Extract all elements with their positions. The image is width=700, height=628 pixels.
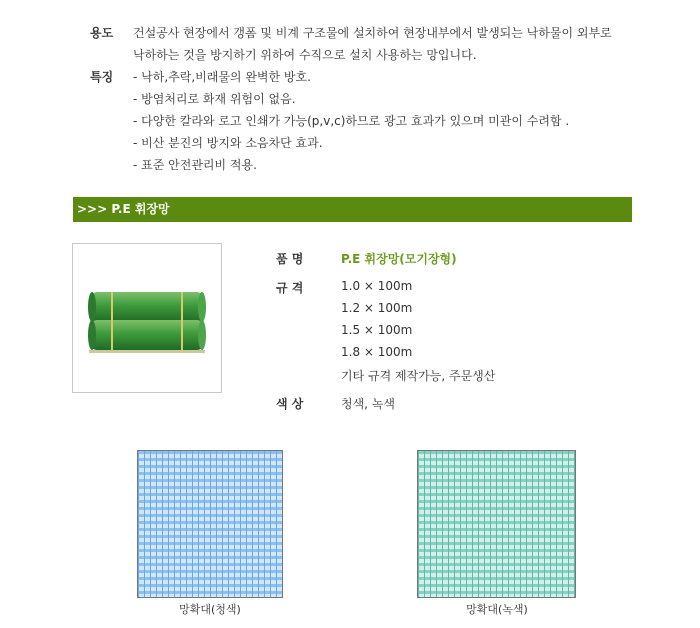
green-mesh-texture <box>418 451 575 597</box>
green-net-swatch <box>417 450 576 598</box>
feature-item: - 비산 분진의 방지와 소음차단 효과. <box>133 136 323 150</box>
spec-value: 1.8 × 100m <box>341 345 413 359</box>
feature-item: - 표준 안전관리비 적용. <box>133 158 257 172</box>
feature-item: - 방염처리로 화재 위험이 없음. <box>133 92 296 106</box>
feature-item: - 낙하,추락,비래물의 완벽한 방호. <box>133 70 311 84</box>
blue-net-swatch <box>137 450 283 598</box>
feature-item: - 다양한 칼라와 로고 인쇄가 가능(p,v,c)하므로 광고 효과가 있으며 미관이 수려함 . <box>133 114 570 128</box>
color-value: 청색, 녹색 <box>341 397 395 411</box>
product-name-value: P.E 휘장망(모기장형) <box>341 252 457 266</box>
blue-mesh-texture <box>138 451 282 597</box>
net-rolls-illustration <box>73 244 221 392</box>
product-name-label: 품 명 <box>276 252 304 266</box>
spec-value: 1.0 × 100m <box>341 279 413 293</box>
section-title-bar: >>> P.E 휘장망 <box>73 197 632 222</box>
product-image <box>72 243 222 393</box>
usage-text-line1: 건설공사 현장에서 갱폼 및 비계 구조물에 설치하여 현장내부에서 발생되는 낙하물이 외부로 <box>133 26 612 40</box>
usage-label: 용도 <box>90 26 114 40</box>
spec-value: 1.5 × 100m <box>341 323 413 337</box>
color-label: 색 상 <box>276 397 304 411</box>
spec-value: 1.2 × 100m <box>341 301 413 315</box>
features-label: 특징 <box>90 70 114 84</box>
spec-value: 기타 규격 제작가능, 주문생산 <box>341 369 496 383</box>
spec-label: 규 격 <box>276 281 304 295</box>
usage-text-line2: 낙하하는 것을 방지하기 위하여 수직으로 설치 사용하는 망입니다. <box>133 48 477 62</box>
blue-swatch-caption: 망확대(청색) <box>179 603 241 616</box>
green-swatch-caption: 망확대(녹색) <box>466 603 528 616</box>
